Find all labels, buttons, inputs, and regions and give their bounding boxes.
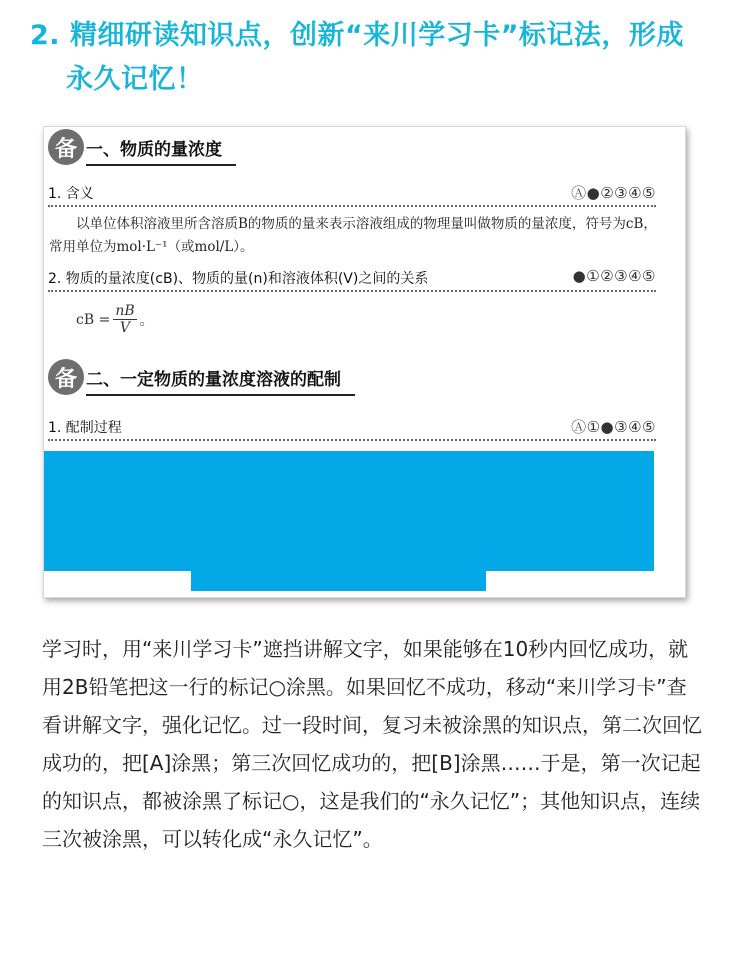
study-card-cover-tab (191, 567, 486, 591)
recall-marks: Ⓐ①●③④⑤ (571, 418, 656, 436)
heading-line-1: 2. 精细研读知识点，创新“来川学习卡”标记法，形成 (30, 20, 684, 51)
section-2-title: 二、一定物质的量浓度溶液的配制 (86, 365, 355, 396)
item-row-meaning (48, 181, 656, 207)
concentration-formula (76, 303, 154, 336)
prepare-badge-icon: 备 (48, 359, 84, 395)
section-1-title: 一、物质的量浓度 (86, 135, 236, 166)
definition-text: 以单位体积溶液里所含溶质B的物质的量来表示溶液组成的物理量叫做物质的量浓度，符号为cB，常用单位为mol·L⁻¹（或mol/L）。 (49, 216, 657, 255)
recall-marks: Ⓐ●②③④⑤ (571, 184, 656, 202)
item-row-process (48, 415, 656, 441)
formula-tail: 。 (139, 312, 154, 329)
formula-denominator: V (119, 320, 131, 336)
recall-marks: ●①②③④⑤ (572, 267, 656, 285)
formula-lhs: cB = (76, 311, 111, 328)
item-label: 2. 物质的量浓度(cB)、物质的量(n)和溶液体积(V)之间的关系 (48, 271, 429, 287)
study-card-image (43, 126, 686, 598)
heading-line-2: 永久记忆！ (66, 64, 204, 95)
section-heading (30, 14, 710, 102)
formula-fraction (113, 303, 136, 336)
item-label: 1. 含义 (48, 186, 94, 202)
prepare-badge-icon: 备 (48, 129, 84, 165)
item-row-relation (48, 266, 656, 292)
formula-numerator: nB (115, 303, 135, 319)
item-label: 1. 配制过程 (48, 420, 122, 436)
study-card-cover (44, 451, 654, 571)
explanation-paragraph: 学习时，用“来川学习卡”遮挡讲解文字，如果能够在10秒内回忆成功，就用2B铅笔把这一行的标记○涂黑。如果回忆不成功，移动“来川学习卡”查看讲解文字，强化记忆。过一段时间，复习未被涂黑的知识点，第二次回忆成功的，把[A]涂黑；第三次回忆成功的，把[B]涂黑……于是，第一次记起的知识点，都被涂黑了标记○，这是我们的“永久记忆”；其他知识点，连续三次被涂黑，可以转化成“永久记忆”。 (42, 637, 702, 851)
